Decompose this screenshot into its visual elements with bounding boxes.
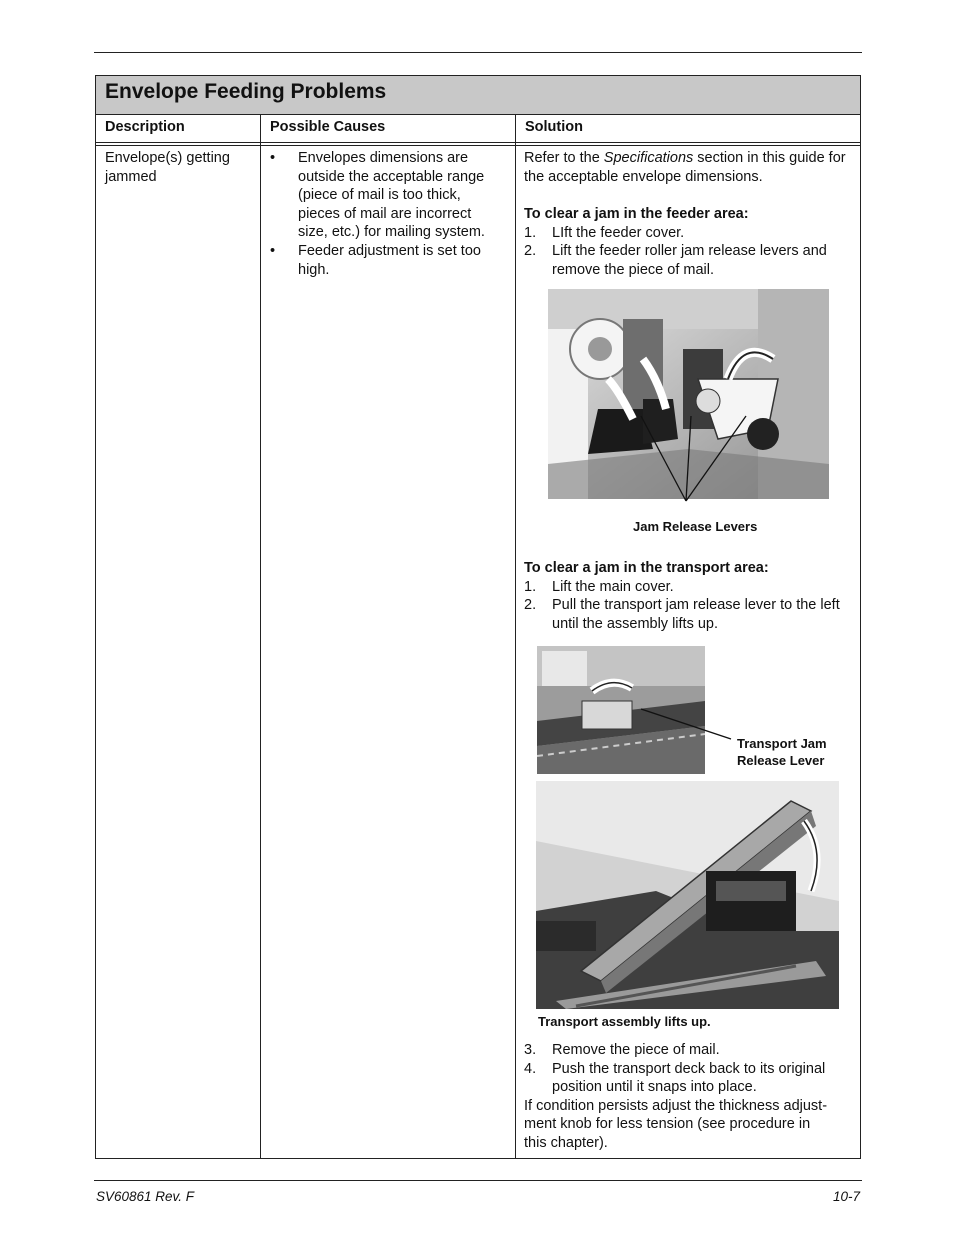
- column-divider-1: [260, 114, 261, 1158]
- column-divider-2: [515, 114, 516, 1158]
- transport-assembly-caption: Transport assembly lifts up.: [538, 1014, 711, 1029]
- feeder-step: 1. LIft the feeder cover.: [524, 224, 685, 241]
- feeder-heading: To clear a jam in the feeder area:: [524, 206, 749, 222]
- transport-jam-release-lever-caption: Transport Jam Release Lever: [737, 736, 827, 768]
- feeder-step: 2. Lift the feeder roller jam release levers and remove the piece of mail.: [524, 243, 827, 278]
- transport-step: 2. Pull the transport jam release lever to the left until the assembly lifts up.: [524, 597, 840, 632]
- section-title-bar: [96, 76, 860, 115]
- cause-item: • Envelopes dimensions are outside the acceptable range (piece of mail is too thick, pieces of mail are incorrect size, etc.) for mailing system.: [270, 149, 502, 242]
- description-cell: [105, 149, 255, 186]
- jam-release-levers-caption: Jam Release Levers: [633, 519, 758, 534]
- transport-step: 1. Lift the main cover.: [524, 578, 674, 595]
- footer-rule: [94, 1180, 862, 1181]
- solution-intro: Refer to the Specifications section in this guide for the acceptable envelope dimensions.: [524, 150, 846, 185]
- column-header-solution: Solution: [525, 119, 583, 135]
- footer-page-number: 10-7: [832, 1189, 860, 1204]
- column-header-causes: Possible Causes: [270, 119, 386, 135]
- transport-jam-section: [524, 559, 854, 633]
- final-steps-section: [524, 1041, 854, 1153]
- transport-lever-callout-line: [636, 706, 736, 746]
- cause-item: • Feeder adjustment is set too high.: [270, 242, 502, 279]
- column-header-description: Description: [105, 119, 185, 135]
- troubleshooting-table: [95, 75, 861, 1159]
- jam-lever-callout-lines: [596, 411, 776, 511]
- final-step: 4. Push the transport deck back to its original position until it snaps into place.: [524, 1060, 826, 1096]
- header-divider: [96, 145, 860, 146]
- column-header-row: [96, 114, 860, 143]
- transport-heading: To clear a jam in the transport area:: [524, 560, 769, 576]
- footer-doc-id: SV60861 Rev. F: [96, 1189, 195, 1204]
- description-line: jammed: [105, 168, 157, 185]
- feeder-jam-section: [524, 205, 854, 279]
- description-line: Envelope(s) getting: [105, 150, 230, 166]
- final-step: 3. Remove the piece of mail.: [524, 1042, 720, 1058]
- transport-assembly-photo: [536, 781, 839, 1009]
- section-title: Envelope Feeding Problems: [105, 80, 387, 103]
- causes-cell: [270, 149, 502, 279]
- persist-note: If condition persists adjust the thickness adjust- ment knob for less tension (see procedure in this chapter).: [524, 1097, 828, 1151]
- header-rule: [94, 52, 862, 53]
- specifications-ref: Specifications: [603, 150, 694, 166]
